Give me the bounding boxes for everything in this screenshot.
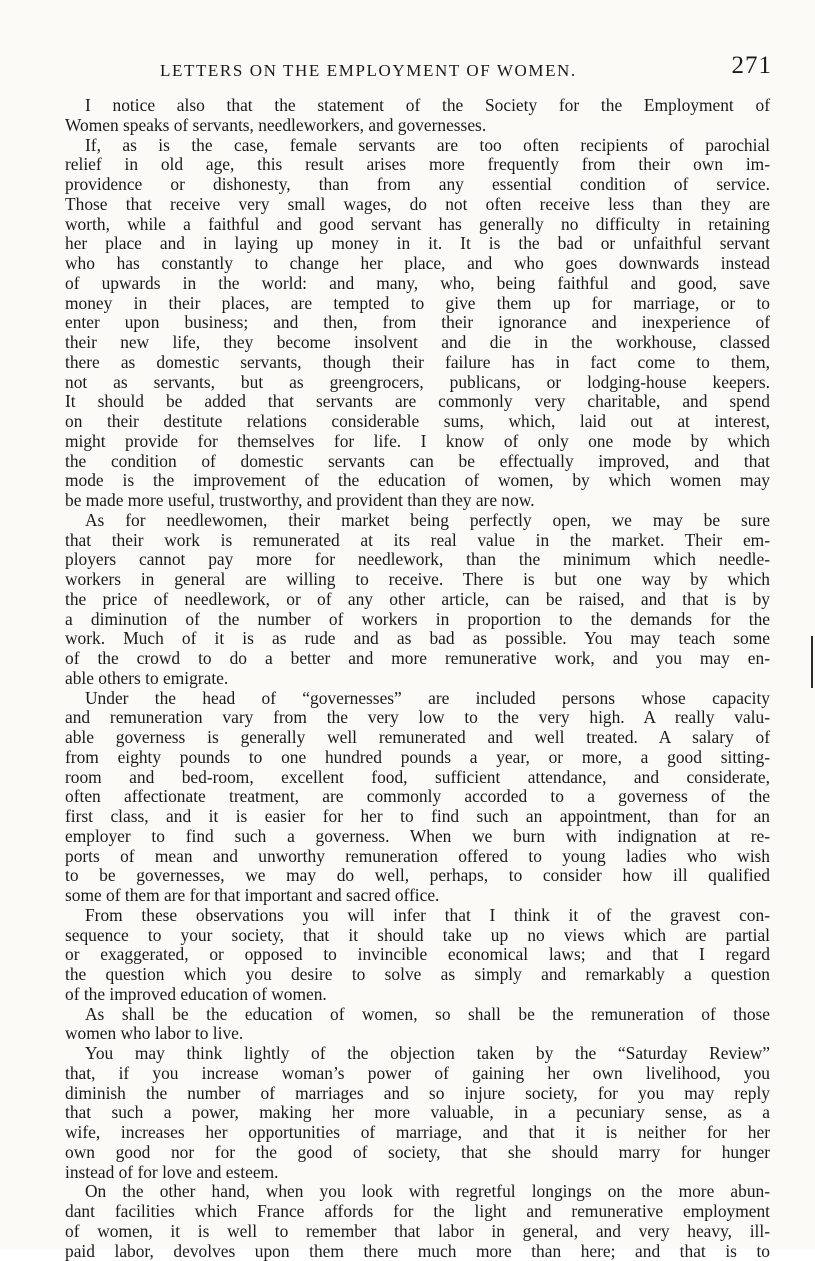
text-line: and remuneration vary from the very low to the very high. A really valu- [65,708,770,728]
text-line: You may think lightly of the objection taken by the “Saturday Review” [65,1044,770,1064]
text-line: there as domestic servants, though their failure has in fact come to them, [65,353,770,373]
text-line: sequence to your society, that it should take up no views which are partial [65,926,770,946]
body-text [65,96,770,1261]
text-line: ployers cannot pay more for needlework, than the minimum which needle- [65,550,770,570]
text-line: a diminution of the number of workers in proportion to the demands for the [65,610,770,630]
text-line: own good nor for the good of society, that she should marry for hunger [65,1143,770,1163]
text-line: or exaggerated, or opposed to invincible economical laws; and that I regard [65,945,770,965]
text-line: Those that receive very small wages, do not often receive less than they are [65,195,770,215]
text-line: on their destitute relations considerable sums, which, laid out at interest, [65,412,770,432]
text-line: who has constantly to change her place, and who goes downwards instead [65,254,770,274]
text-line: her place and in laying up money in it. It is the bad or unfaithful servant [65,234,770,254]
text-line: Under the head of “governesses” are included persons whose capacity [65,689,770,709]
running-title: LETTERS ON THE EMPLOYMENT OF WOMEN. [160,61,577,81]
text-line: be made more useful, trustworthy, and provident than they are now. [65,491,770,511]
text-line: mode is the improvement of the education of women, by which women may [65,471,770,491]
text-line: dant facilities which France affords for the light and remunerative employment [65,1202,770,1222]
text-line: instead of for love and esteem. [65,1163,770,1183]
text-line: might provide for themselves for life. I know of only one mode by which [65,432,770,452]
text-line: from eighty pounds to one hundred pounds a year, or more, a good sitting- [65,748,770,768]
text-line: the condition of domestic servants can be effectually improved, and that [65,452,770,472]
text-line: enter upon business; and then, from their ignorance and inexperience of [65,313,770,333]
text-line: that such a power, making her more valuable, in a pecuniary sense, as a [65,1103,770,1123]
text-line: money in their places, are tempted to give them up for marriage, or to [65,294,770,314]
text-line: ports of mean and unworthy remuneration offered to young ladies who wish [65,847,770,867]
text-line: As shall be the education of women, so shall be the remuneration of those [65,1005,770,1025]
text-line: not as servants, but as greengrocers, publicans, or lodging-house keepers. [65,373,770,393]
running-head [60,52,772,82]
text-line: It should be added that servants are commonly very charitable, and spend [65,392,770,412]
text-line: On the other hand, when you look with regretful longings on the more abun- [65,1182,770,1202]
text-line: work. Much of it is as rude and as bad as possible. You may teach some [65,629,770,649]
text-line: first class, and it is easier for her to find such an appointment, than for an [65,807,770,827]
text-line: providence or dishonesty, than from any essential condition of service. [65,175,770,195]
text-line: their new life, they become insolvent and die in the workhouse, classed [65,333,770,353]
text-line: paid labor, devolves upon them there much more than here; and that is to [65,1242,770,1261]
page-number: 271 [732,52,773,80]
text-line: diminish the number of marriages and so injure society, for you may reply [65,1084,770,1104]
text-line: the question which you desire to solve as simply and remarkably a question [65,965,770,985]
text-line: room and bed-room, excellent food, sufficient attendance, and considerate, [65,768,770,788]
text-line: If, as is the case, female servants are too often recipients of parochial [65,136,770,156]
text-line: workers in general are willing to receive. There is but one way by which [65,570,770,590]
text-line: employer to find such a governess. When we burn with indignation at re- [65,827,770,847]
text-line: some of them are for that important and sacred office. [65,886,770,906]
text-line: relief in old age, this result arises more frequently from their own im- [65,155,770,175]
text-line: the price of needlework, or of any other article, can be raised, and that is by [65,590,770,610]
text-line: worth, while a faithful and good servant has generally no difficulty in retaining [65,215,770,235]
text-line: women who labor to live. [65,1024,770,1044]
text-line: of upwards in the world: and many, who, being faithful and good, save [65,274,770,294]
text-line: that, if you increase woman’s power of gaining her own livelihood, you [65,1064,770,1084]
text-line: From these observations you will infer that I think it of the gravest con- [65,906,770,926]
text-line: wife, increases her opportunities of marriage, and that it is neither for her [65,1123,770,1143]
text-line: of the improved education of women. [65,985,770,1005]
text-line: able others to emigrate. [65,669,770,689]
text-line: of women, it is well to remember that labor in general, and very heavy, ill- [65,1222,770,1242]
text-line: Women speaks of servants, needleworkers, and governesses. [65,116,770,136]
text-line: to be governesses, we may do well, perhaps, to consider how ill qualified [65,866,770,886]
text-line: able governess is generally well remunerated and well treated. A salary of [65,728,770,748]
text-line: As for needlewomen, their market being perfectly open, we may be sure [65,511,770,531]
text-line: often affectionate treatment, are commonly accorded to a governess of the [65,787,770,807]
text-line: of the crowd to do a better and more remunerative work, and you may en- [65,649,770,669]
text-line: I notice also that the statement of the Society for the Employment of [65,96,770,116]
text-line: that their work is remunerated at its real value in the market. Their em- [65,531,770,551]
margin-rule [811,636,813,688]
